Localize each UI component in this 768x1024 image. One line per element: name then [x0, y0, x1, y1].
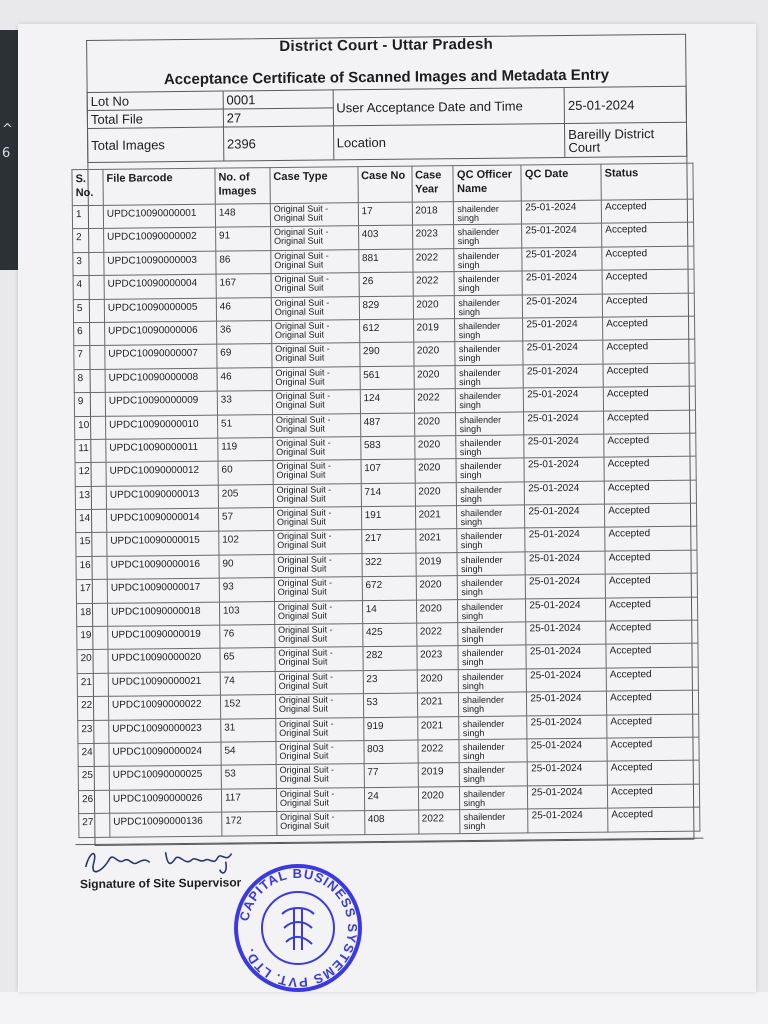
- case-year: 2020: [413, 342, 455, 366]
- file-barcode: UPDC10090000022: [108, 695, 220, 720]
- qc-officer-name: shailender singh: [455, 271, 523, 295]
- serial-number: 27: [79, 813, 110, 837]
- status-text: Accepted: [607, 714, 699, 738]
- status-text: Accepted: [608, 784, 700, 808]
- qc-officer-name: shailender singh: [455, 365, 523, 389]
- location-value: Bareilly District Court: [565, 122, 687, 157]
- column-header: S. No.: [72, 169, 103, 205]
- serial-number: 13: [75, 486, 106, 510]
- case-type: Original Suit - Original Suit: [275, 647, 363, 671]
- qc-officer-name: shailender singh: [459, 739, 527, 763]
- image-count: 103: [219, 601, 274, 625]
- edge-glyph: ^: [2, 122, 13, 137]
- file-barcode: UPDC10090000005: [104, 298, 216, 323]
- case-number: 124: [360, 389, 414, 413]
- column-header: File Barcode: [103, 168, 215, 205]
- status-text: Accepted: [607, 737, 699, 761]
- qc-officer-name: shailender singh: [454, 248, 522, 272]
- qc-officer-name: shailender singh: [455, 341, 523, 365]
- case-type: Original Suit - Original Suit: [276, 787, 364, 811]
- file-barcode: UPDC10090000025: [109, 766, 221, 791]
- case-year: 2020: [416, 576, 458, 600]
- file-barcode: UPDC10090000021: [108, 672, 220, 697]
- case-year: 2018: [412, 202, 454, 226]
- serial-number: 20: [77, 650, 108, 674]
- status-text: Accepted: [605, 550, 697, 574]
- case-number: 53: [363, 693, 417, 717]
- status-text: Accepted: [604, 410, 696, 434]
- status-text: Accepted: [606, 620, 698, 644]
- status-text: Accepted: [607, 690, 699, 714]
- case-type: Original Suit - Original Suit: [271, 320, 359, 344]
- case-year: 2020: [418, 786, 460, 810]
- case-year: 2020: [416, 599, 458, 623]
- qc-officer-name: shailender singh: [457, 528, 525, 552]
- qc-date: 25-01-2024: [525, 504, 605, 528]
- column-header: QC Date: [521, 164, 601, 201]
- qc-date: 25-01-2024: [524, 434, 604, 458]
- case-year: 2022: [414, 389, 456, 413]
- qc-officer-name: shailender singh: [458, 599, 526, 623]
- serial-number: 24: [78, 743, 109, 767]
- image-count: 74: [220, 671, 275, 695]
- file-barcode: UPDC10090000024: [109, 742, 221, 767]
- qc-date: 25-01-2024: [528, 808, 608, 832]
- case-number: 217: [361, 530, 415, 554]
- qc-officer-name: shailender singh: [456, 458, 524, 482]
- case-type: Original Suit - Original Suit: [275, 670, 363, 694]
- case-number: 881: [358, 249, 412, 273]
- status-text: Accepted: [601, 199, 693, 223]
- qc-date: 25-01-2024: [524, 411, 604, 435]
- case-number: 191: [361, 506, 415, 530]
- case-year: 2021: [415, 506, 457, 530]
- case-year: 2022: [417, 740, 459, 764]
- status-text: Accepted: [602, 269, 694, 293]
- serial-number: 9: [74, 392, 105, 416]
- edge-glyph: 6: [2, 146, 11, 161]
- status-text: Accepted: [603, 386, 695, 410]
- status-text: Accepted: [603, 316, 695, 340]
- case-type: Original Suit - Original Suit: [276, 764, 364, 788]
- file-barcode: UPDC10090000136: [110, 812, 222, 837]
- file-barcode: UPDC10090000013: [106, 485, 218, 510]
- case-type: Original Suit - Original Suit: [273, 460, 361, 484]
- status-text: Accepted: [606, 597, 698, 621]
- certificate-title: Acceptance Certificate of Scanned Images and Metadata Entry: [163, 66, 610, 89]
- total-file-value: 27: [223, 108, 333, 127]
- image-count: 76: [220, 625, 275, 649]
- image-count: 167: [216, 274, 271, 298]
- case-type: Original Suit - Original Suit: [273, 507, 361, 531]
- lot-no-label: Lot No: [87, 91, 223, 110]
- case-year: 2022: [412, 248, 454, 272]
- file-barcode: UPDC10090000023: [109, 719, 221, 744]
- case-type: Original Suit - Original Suit: [270, 226, 358, 250]
- image-count: 91: [215, 227, 270, 251]
- file-barcode: UPDC10090000016: [107, 555, 219, 580]
- qc-date: 25-01-2024: [522, 247, 602, 271]
- file-barcode: UPDC10090000001: [103, 204, 215, 229]
- serial-number: 7: [74, 346, 105, 370]
- case-year: 2020: [415, 482, 457, 506]
- qc-date: 25-01-2024: [523, 317, 603, 341]
- case-type: Original Suit - Original Suit: [277, 811, 365, 835]
- status-text: Accepted: [604, 433, 696, 457]
- qc-date: 25-01-2024: [526, 598, 606, 622]
- serial-number: 21: [77, 673, 108, 697]
- case-number: 672: [362, 576, 416, 600]
- qc-date: 25-01-2024: [522, 200, 602, 224]
- case-year: 2019: [418, 763, 460, 787]
- case-year: 2020: [414, 412, 456, 436]
- file-barcode: UPDC10090000006: [105, 321, 217, 346]
- image-count: 172: [222, 812, 277, 836]
- case-type: Original Suit - Original Suit: [274, 577, 362, 601]
- case-year: 2020: [417, 669, 459, 693]
- file-barcode: UPDC10090000004: [104, 274, 216, 299]
- serial-number: 16: [76, 556, 107, 580]
- image-count: 36: [216, 321, 271, 345]
- column-header: No. of Images: [215, 168, 270, 205]
- qc-date: 25-01-2024: [528, 761, 608, 785]
- case-type: Original Suit - Original Suit: [272, 366, 360, 390]
- image-count: 54: [221, 742, 276, 766]
- certificate-document: [75, 26, 707, 892]
- backdrop-device-edge: [0, 30, 18, 270]
- status-text: Accepted: [607, 760, 699, 784]
- qc-date: 25-01-2024: [527, 691, 607, 715]
- serial-number: 11: [75, 439, 106, 463]
- court-title: District Court - Uttar Pradesh: [279, 35, 494, 55]
- qc-officer-name: shailender singh: [458, 645, 526, 669]
- file-barcode: UPDC10090000017: [107, 578, 219, 603]
- image-count: 90: [219, 554, 274, 578]
- serial-number: 15: [76, 533, 107, 557]
- case-number: 107: [361, 459, 415, 483]
- qc-officer-name: shailender singh: [460, 762, 528, 786]
- image-count: 46: [217, 367, 272, 391]
- case-year: 2022: [413, 272, 455, 296]
- case-number: 919: [363, 717, 417, 741]
- case-number: 487: [360, 413, 414, 437]
- table-body: [72, 199, 700, 837]
- lot-summary-table: [87, 86, 688, 163]
- file-barcode: UPDC10090000011: [106, 438, 218, 463]
- serial-number: 10: [75, 416, 106, 440]
- image-count: 102: [219, 531, 274, 555]
- signature-scribble: [76, 843, 256, 879]
- case-type: Original Suit - Original Suit: [273, 437, 361, 461]
- qc-officer-name: shailender singh: [458, 622, 526, 646]
- image-count: 205: [218, 484, 273, 508]
- case-year: 2020: [414, 436, 456, 460]
- case-number: 583: [360, 436, 414, 460]
- qc-officer-name: shailender singh: [460, 786, 528, 810]
- serial-number: 26: [78, 790, 109, 814]
- status-text: Accepted: [602, 293, 694, 317]
- image-count: 46: [216, 297, 271, 321]
- qc-officer-name: shailender singh: [459, 692, 527, 716]
- case-year: 2021: [417, 716, 459, 740]
- file-barcode: UPDC10090000019: [108, 625, 220, 650]
- qc-date: 25-01-2024: [523, 294, 603, 318]
- status-text: Accepted: [603, 339, 695, 363]
- total-images-label: Total Images: [88, 127, 224, 162]
- qc-date: 25-01-2024: [527, 668, 607, 692]
- image-count: 60: [218, 461, 273, 485]
- status-text: Accepted: [604, 480, 696, 504]
- serial-number: 19: [77, 626, 108, 650]
- signature-section: [76, 838, 705, 901]
- qc-officer-name: shailender singh: [457, 505, 525, 529]
- image-count: 51: [217, 414, 272, 438]
- location-label: Location: [333, 123, 565, 159]
- case-number: 24: [364, 787, 418, 811]
- signature-label: Signature of Site Supervisor: [79, 875, 242, 892]
- qc-date: 25-01-2024: [522, 270, 602, 294]
- case-year: 2020: [413, 295, 455, 319]
- company-seal-stamp: [232, 862, 364, 994]
- file-barcode: UPDC10090000018: [107, 602, 219, 627]
- case-number: 714: [361, 483, 415, 507]
- image-count: 57: [218, 508, 273, 532]
- case-number: 612: [359, 319, 413, 343]
- case-number: 425: [362, 623, 416, 647]
- case-year: 2023: [412, 225, 454, 249]
- case-year: 2022: [418, 810, 460, 834]
- status-text: Accepted: [605, 573, 697, 597]
- qc-officer-name: shailender singh: [460, 809, 528, 833]
- case-number: 322: [362, 553, 416, 577]
- image-count: 69: [217, 344, 272, 368]
- case-year: 2023: [416, 646, 458, 670]
- status-text: Accepted: [605, 503, 697, 527]
- serial-number: 22: [77, 697, 108, 721]
- case-type: Original Suit - Original Suit: [271, 273, 359, 297]
- case-year: 2020: [415, 459, 457, 483]
- qc-date: 25-01-2024: [523, 364, 603, 388]
- serial-number: 17: [76, 580, 107, 604]
- qc-date: 25-01-2024: [527, 738, 607, 762]
- backdrop-surface: [0, 992, 768, 1024]
- case-number: 803: [364, 740, 418, 764]
- file-barcode: UPDC10090000026: [109, 789, 221, 814]
- image-count: 148: [215, 204, 270, 228]
- qc-date: 25-01-2024: [526, 574, 606, 598]
- image-count: 86: [216, 250, 271, 274]
- case-type: Original Suit - Original Suit: [273, 483, 361, 507]
- qc-officer-name: shailender singh: [456, 411, 524, 435]
- file-barcode: UPDC10090000009: [105, 391, 217, 416]
- file-barcode: UPDC10090000010: [105, 415, 217, 440]
- acceptance-date-value: 25-01-2024: [564, 86, 686, 123]
- case-type: Original Suit - Original Suit: [274, 530, 362, 554]
- qc-officer-name: shailender singh: [459, 669, 527, 693]
- image-count: 119: [218, 437, 273, 461]
- qc-officer-name: shailender singh: [457, 552, 525, 576]
- image-count: 33: [217, 391, 272, 415]
- qc-date: 25-01-2024: [524, 457, 604, 481]
- case-number: 282: [363, 646, 417, 670]
- case-year: 2020: [414, 365, 456, 389]
- serial-number: 6: [74, 322, 105, 346]
- file-barcode: UPDC10090000014: [106, 508, 218, 533]
- case-year: 2022: [416, 623, 458, 647]
- status-text: Accepted: [605, 527, 697, 551]
- file-barcode: UPDC10090000020: [108, 649, 220, 674]
- case-type: Original Suit - Original Suit: [271, 249, 359, 273]
- column-header: Status: [601, 163, 693, 200]
- case-number: 77: [364, 763, 418, 787]
- qc-officer-name: shailender singh: [456, 435, 524, 459]
- status-text: Accepted: [602, 246, 694, 270]
- case-number: 14: [362, 600, 416, 624]
- case-year: 2019: [413, 319, 455, 343]
- case-number: 403: [358, 225, 412, 249]
- status-text: Accepted: [602, 223, 694, 247]
- case-type: Original Suit - Original Suit: [271, 296, 359, 320]
- file-barcode: UPDC10090000003: [104, 251, 216, 276]
- column-header: Case Year: [411, 166, 453, 202]
- serial-number: 23: [78, 720, 109, 744]
- status-text: Accepted: [606, 667, 698, 691]
- image-count: 117: [221, 788, 276, 812]
- case-number: 17: [358, 202, 412, 226]
- serial-number: 25: [78, 767, 109, 791]
- status-text: Accepted: [603, 363, 695, 387]
- qc-date: 25-01-2024: [522, 224, 602, 248]
- serial-number: 18: [76, 603, 107, 627]
- case-type: Original Suit - Original Suit: [274, 554, 362, 578]
- case-number: 829: [359, 296, 413, 320]
- file-barcode: UPDC10090000012: [106, 461, 218, 486]
- qc-date: 25-01-2024: [527, 715, 607, 739]
- qc-officer-name: shailender singh: [459, 716, 527, 740]
- case-type: Original Suit - Original Suit: [275, 624, 363, 648]
- case-year: 2021: [415, 529, 457, 553]
- file-barcode: UPDC10090000008: [105, 368, 217, 393]
- serial-number: 5: [73, 299, 104, 323]
- serial-number: 8: [74, 369, 105, 393]
- serial-number: 4: [73, 275, 104, 299]
- serial-number: 12: [75, 463, 106, 487]
- status-text: Accepted: [606, 644, 698, 668]
- qc-date: 25-01-2024: [526, 621, 606, 645]
- qc-officer-name: shailender singh: [455, 318, 523, 342]
- serial-number: 14: [76, 509, 107, 533]
- lot-no-value: 0001: [223, 90, 333, 109]
- status-text: Accepted: [604, 456, 696, 480]
- qc-date: 25-01-2024: [524, 387, 604, 411]
- case-type: Original Suit - Original Suit: [276, 741, 364, 765]
- serial-number: 1: [72, 205, 103, 229]
- file-barcode: UPDC10090000002: [104, 228, 216, 253]
- qc-date: 25-01-2024: [523, 340, 603, 364]
- qc-date: 25-01-2024: [525, 551, 605, 575]
- case-number: 26: [359, 272, 413, 296]
- serial-number: 2: [73, 229, 104, 253]
- case-year: 2021: [417, 693, 459, 717]
- column-header: QC Officer Name: [453, 165, 521, 202]
- case-type: Original Suit - Original Suit: [270, 203, 358, 227]
- case-number: 408: [364, 810, 418, 834]
- case-type: Original Suit - Original Suit: [276, 717, 364, 741]
- case-number: 290: [359, 342, 413, 366]
- case-type: Original Suit - Original Suit: [275, 694, 363, 718]
- qc-date: 25-01-2024: [528, 785, 608, 809]
- case-type: Original Suit - Original Suit: [272, 413, 360, 437]
- scanned-files-table: [71, 163, 700, 838]
- total-images-value: 2396: [223, 126, 333, 161]
- case-year: 2019: [415, 552, 457, 576]
- column-header: Case No: [358, 166, 412, 203]
- qc-officer-name: shailender singh: [457, 482, 525, 506]
- image-count: 152: [220, 695, 275, 719]
- case-type: Original Suit - Original Suit: [274, 600, 362, 624]
- image-count: 31: [221, 718, 276, 742]
- qc-date: 25-01-2024: [525, 528, 605, 552]
- qc-date: 25-01-2024: [526, 645, 606, 669]
- qc-officer-name: shailender singh: [458, 575, 526, 599]
- acceptance-label: User Acceptance Date and Time: [333, 87, 565, 125]
- image-count: 65: [220, 648, 275, 672]
- file-barcode: UPDC10090000015: [107, 532, 219, 557]
- qc-officer-name: shailender singh: [454, 224, 522, 248]
- status-text: Accepted: [608, 807, 700, 831]
- image-count: 53: [221, 765, 276, 789]
- file-barcode: UPDC10090000007: [105, 344, 217, 369]
- qc-officer-name: shailender singh: [456, 388, 524, 412]
- column-header: Case Type: [270, 167, 358, 204]
- case-number: 23: [363, 670, 417, 694]
- case-type: Original Suit - Original Suit: [272, 343, 360, 367]
- svg-text:CAPITAL BUSINESS SYSTEMS PVT.: CAPITAL BUSINESS SYSTEMS PVT. LTD.: [236, 865, 361, 991]
- total-file-label: Total File: [87, 109, 223, 128]
- qc-officer-name: shailender singh: [454, 201, 522, 225]
- image-count: 93: [219, 578, 274, 602]
- case-type: Original Suit - Original Suit: [272, 390, 360, 414]
- serial-number: 3: [73, 252, 104, 276]
- case-number: 561: [360, 366, 414, 390]
- qc-date: 25-01-2024: [525, 481, 605, 505]
- qc-officer-name: shailender singh: [455, 295, 523, 319]
